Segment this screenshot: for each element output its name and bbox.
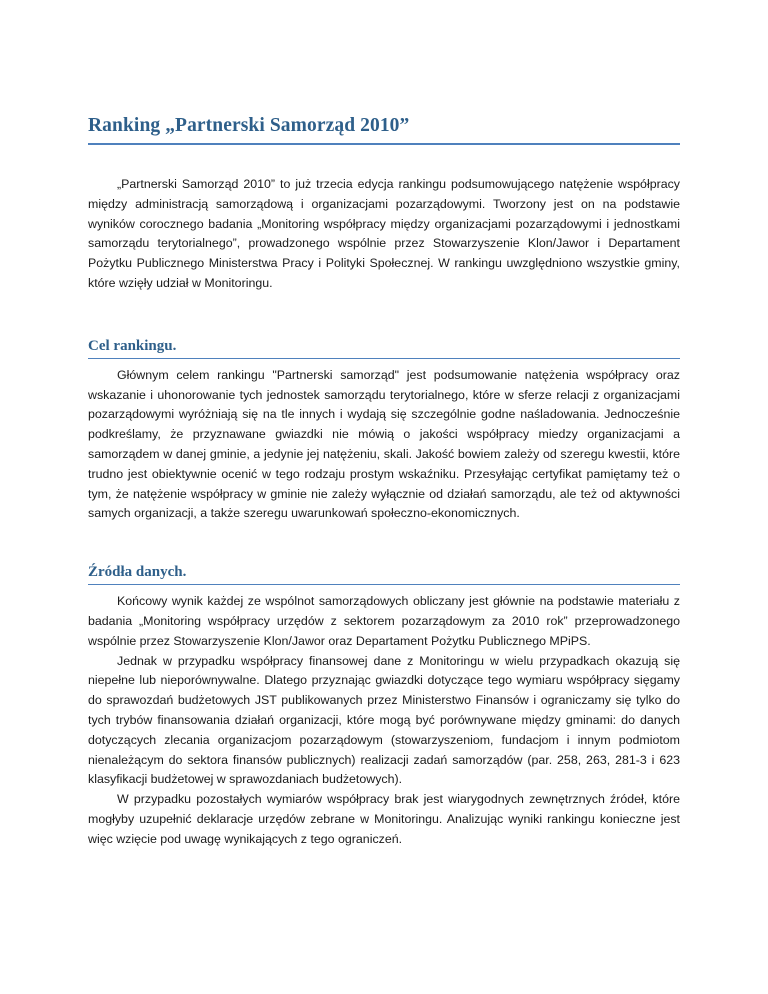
section-sources: [88, 564, 680, 849]
section-sources-paragraph-2: Jednak w przypadku współpracy finansowej dane z Monitoringu w wielu przypadkach okazują się niepełne lub nieporównywalne. Dlatego przyznając gwiazdki dotyczące tego wymiaru współpracy sięgamy do sprawozdań budżetowych JST publikowanych przez Ministerstwo Finansów i ograniczamy się tylko do tych trybów finansowania działań organizacji, które mogą być porównywane między gminami: do danych dotyczących zlecania organizacjom pozarządowym (stowarzyszeniom, fundacjom i innym podmiotom nienależącym do sektora finansów publicznych) realizacji zadań samorządów (par. 258, 263, 281-3 i 623 klasyfikacji budżetowej w sprawozdaniach budżetowych).: [88, 653, 680, 787]
section-goal: [88, 338, 680, 524]
section-goal-heading: Cel rankingu.: [88, 338, 680, 359]
document-title: Ranking „Partnerski Samorząd 2010”: [88, 0, 680, 145]
section-sources-paragraph-1: Końcowy wynik każdej ze wspólnot samorządowych obliczany jest głównie na podstawie materiału z badania „Monitoring współpracy urzędów z sektorem pozarządowym za 2010 rok” przeprowadzonego wspólnie przez Stowarzyszenie Klon/Jawor oraz Departament Pożytku Publicznego MPiPS.: [88, 594, 680, 648]
section-sources-heading: Źródła danych.: [88, 564, 680, 585]
section-sources-paragraph-3: W przypadku pozostałych wymiarów współpracy brak jest wiarygodnych zewnętrznych źródeł, które mogłyby uzupełnić deklaracje urzędów zebrane w Monitoringu. Analizując wyniki rankingu konieczne jest więc wzięcie pod uwagę wynikających z tego ograniczeń.: [88, 792, 680, 846]
section-goal-paragraph: Głównym celem rankingu "Partnerski samorząd" jest podsumowanie natężenia współpracy oraz wskazanie i uhonorowanie tych jednostek samorządu terytorialnego, które w sferze relacji z organizacjami pozarządowymi wyróżniają się na tle innych i wydają się szczególnie godne naśladowania. Jednocześnie podkreślamy, że przyznawane gwiazdki nie mówią o jakości współpracy miedzy organizacjami a samorządem w danej gminie, a jedynie jej natężeniu, skali. Jakość bowiem zależy od szeregu kwestii, które trudno jest obiektywnie ocenić w tego rodzaju prostym wskaźniku. Przesyłając certyfikat pamiętamy też o tym, że natężenie współpracy w gminie nie zależy wyłącznie od działań samorządu, ale też od aktywności samych organizacji, a także szeregu uwarunkowań społeczno-ekonomicznych.: [88, 367, 680, 521]
intro-paragraph: „Partnerski Samorząd 2010” to już trzecia edycja rankingu podsumowującego natężenie współpracy między administracją samorządową i organizacjami pozarządowymi. Tworzony jest on na podstawie wyników corocznego badania „Monitoring współpracy między organizacjami pozarządowymi i jednostkami samorządu terytorialnego”, prowadzonego wspólnie przez Stowarzyszenie Klon/Jawor i Departament Pożytku Publicznego Ministerstwa Pracy i Polityki Społecznej. W rankingu uwzględniono wszystkie gminy, które wzięły udział w Monitoringu.: [88, 177, 680, 290]
